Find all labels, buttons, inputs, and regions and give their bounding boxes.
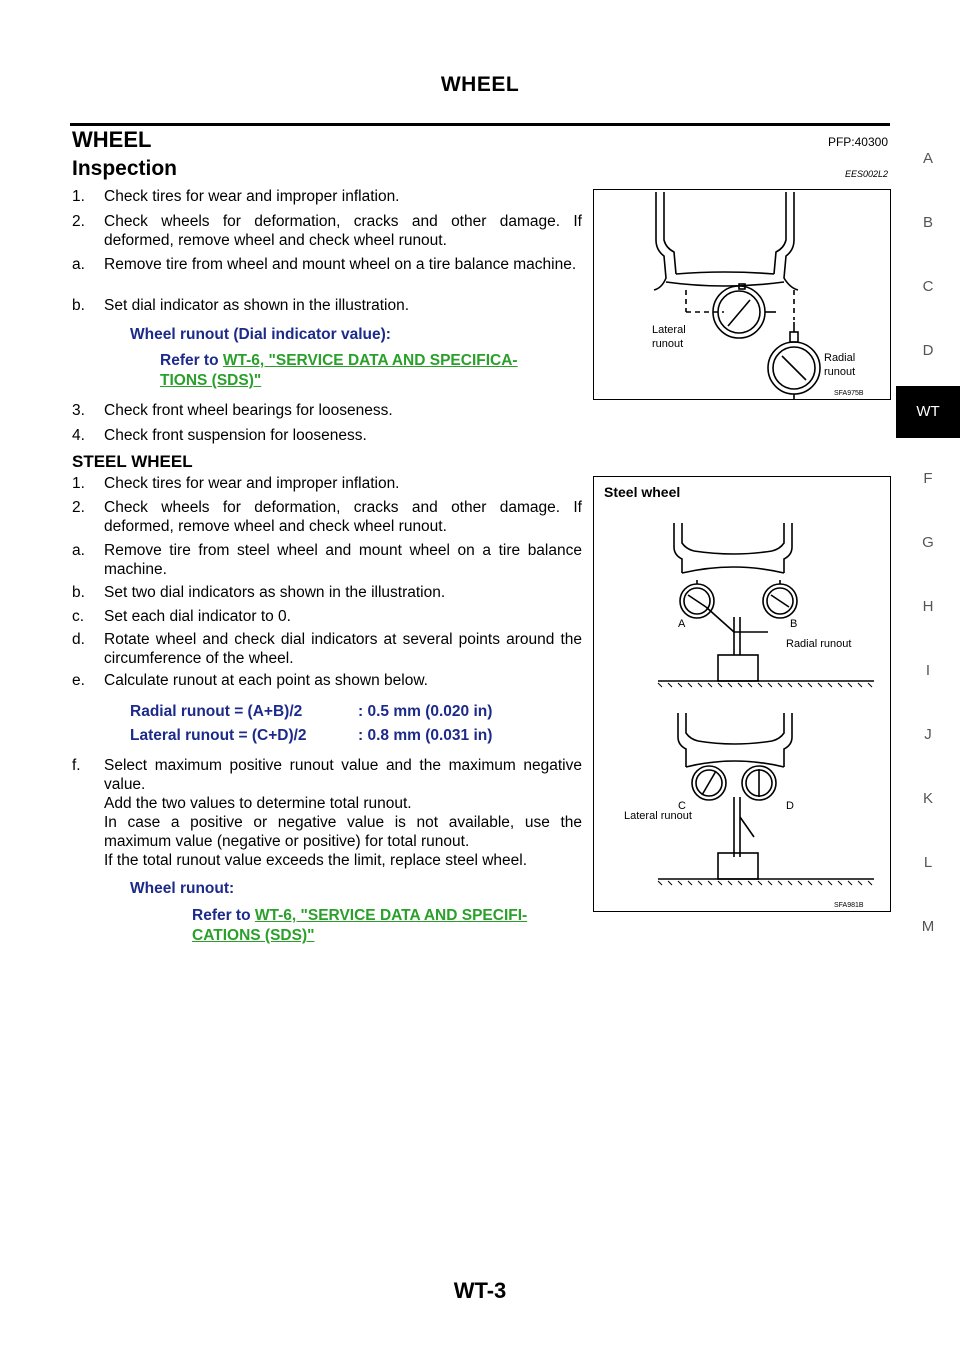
tab-f[interactable]: F [923, 470, 933, 487]
figure-steel-wheel [593, 476, 891, 912]
steel-wheel-heading: STEEL WHEEL [72, 452, 193, 471]
tab-l[interactable]: L [923, 854, 933, 871]
inspection-step-4: 4. Check front suspension for looseness. [72, 427, 367, 444]
tab-m[interactable]: M [921, 918, 935, 935]
tab-g[interactable]: G [922, 534, 934, 551]
fig1-code: SFA975B [834, 390, 864, 397]
fig2-label-c: C [678, 800, 686, 812]
radial-value: : 0.5 mm (0.020 in) [358, 703, 493, 720]
sds-link-1[interactable]: WT-6, "SERVICE DATA AND SPECIFICA- [222, 352, 518, 369]
tab-d[interactable]: D [922, 342, 934, 359]
running-header: WHEEL [440, 73, 520, 96]
sds-link-2[interactable]: WT-6, "SERVICE DATA AND SPECIFI- [254, 907, 528, 924]
steel-step-d: d. Rotate wheel and check dial indicators at several points around the circumference of the wheel. [72, 631, 582, 667]
steel-wheel-runout-label: Wheel runout: [130, 880, 235, 897]
inspection-step-a: a. Remove tire from wheel and mount wheel on a tire balance machine. [72, 256, 577, 273]
lateral-value: : 0.8 mm (0.031 in) [358, 727, 493, 744]
tab-c[interactable]: C [922, 278, 934, 295]
figure-dial-indicator [593, 189, 891, 400]
fig1-radial-label: Radial [824, 352, 856, 364]
steel-step-f: f. Select maximum positive runout value and the maximum negative value. Add the two values to determine total runout. In case a positive or negative value is not available, use the maximum value (negative or positive) for total runout. If the total runout value exceeds the limit, replace steel wheel. [72, 757, 582, 869]
steel-step-e: e. Calculate runout at each point as shown below. [72, 672, 428, 689]
fig1-lateral-label: Lateral [652, 324, 686, 336]
wheel-runout-illustration [594, 190, 890, 399]
steel-step-a: a. Remove tire from steel wheel and mount wheel on a tire balance machine. [72, 542, 582, 578]
tab-wt[interactable]: WT [896, 386, 960, 438]
steel-step-c: c. Set each dial indicator to 0. [72, 608, 291, 625]
fig2-title: Steel wheel [604, 484, 681, 500]
page-number: WT-3 [453, 1278, 507, 1303]
page-title: WHEEL [72, 127, 152, 152]
pfp-code: PFP:40300 [827, 135, 888, 149]
fig2-radial-label: Radial runout [786, 638, 852, 650]
radial-formula: Radial runout = (A+B)/2 [130, 703, 303, 720]
fig2-label-d: D [786, 800, 794, 812]
tab-i[interactable]: I [925, 662, 931, 679]
lateral-formula: Lateral runout = (C+D)/2 [130, 727, 307, 744]
inspection-code: EES002L2 [844, 169, 888, 179]
fig2-label-b: B [790, 618, 798, 630]
tab-j[interactable]: J [924, 726, 932, 743]
fig1-radial-label-2: runout [824, 366, 856, 378]
inspection-heading: Inspection [72, 157, 178, 180]
tab-a[interactable]: A [922, 150, 933, 167]
fig2-label-a: A [678, 618, 686, 630]
title-rule [70, 123, 890, 126]
wheel-runout-spec-label: Wheel runout (Dial indicator value): [130, 326, 391, 343]
steel-step-b: b. Set two dial indicators as shown in the illustration. [72, 584, 446, 601]
fig2-code: SFA981B [834, 902, 864, 909]
steel-step-1: 1. Check tires for wear and improper inflation. [72, 475, 400, 492]
sds-link-1-cont[interactable]: TIONS (SDS)" [160, 372, 262, 389]
steel-wheel-illustration [594, 477, 890, 911]
sds-link-2-cont[interactable]: CATIONS (SDS)" [192, 927, 315, 944]
tab-k[interactable]: K [922, 790, 933, 807]
tab-h[interactable]: H [922, 598, 934, 615]
fig1-lateral-label-2: runout [652, 338, 684, 350]
tab-b[interactable]: B [922, 214, 933, 231]
inspection-step-b: b. Set dial indicator as shown in the illustration. [72, 297, 409, 314]
steel-step-2: 2. Check wheels for deformation, cracks and other damage. If deformed, remove wheel and check wheel runout. [72, 499, 582, 535]
inspection-step-2: 2. Check wheels for deformation, cracks and other damage. If deformed, remove wheel and check wheel runout. [72, 213, 582, 249]
refer-to-sds-1: Refer to WT-6, "SERVICE DATA AND SPECIFICA- TIONS (SDS)" [160, 352, 518, 389]
inspection-step-1: 1. Check tires for wear and improper inflation. [72, 188, 400, 205]
refer-to-sds-2: Refer to WT-6, "SERVICE DATA AND SPECIFI- CATIONS (SDS)" [192, 907, 528, 944]
fig2-lateral-label: Lateral runout [624, 810, 692, 822]
inspection-step-3: 3. Check front wheel bearings for looseness. [72, 402, 393, 419]
